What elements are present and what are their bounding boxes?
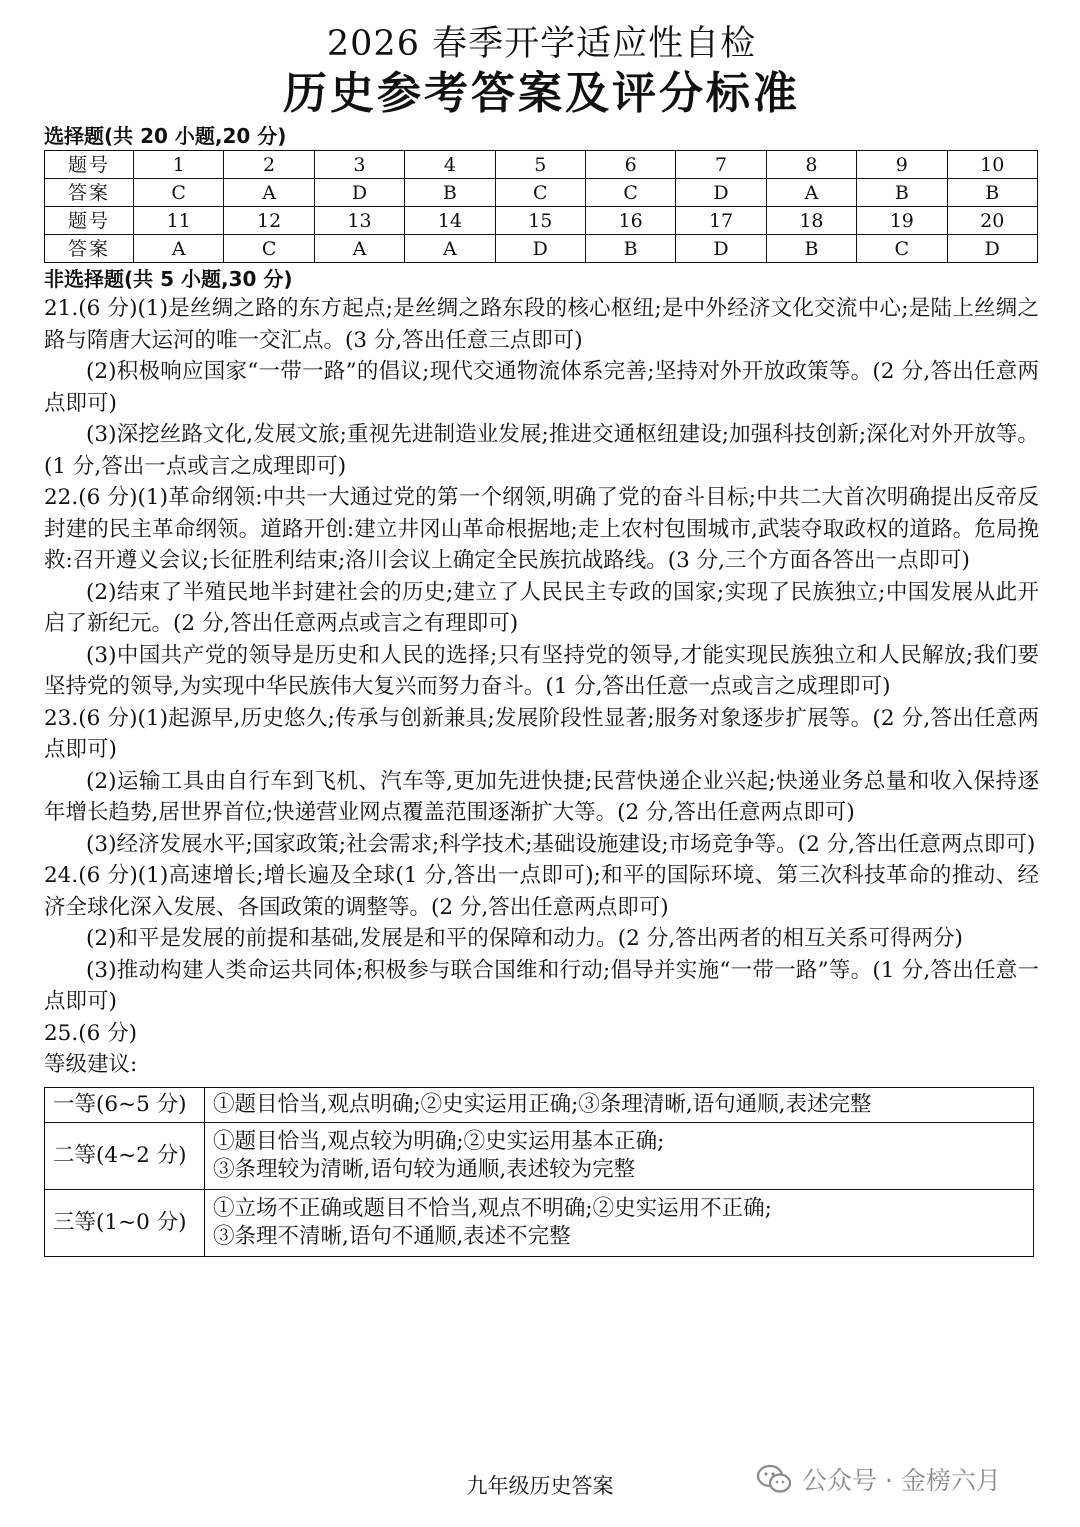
answer-paragraph: 22.(6 分)(1)革命纲领:中共一大通过党的第一个纲领,明确了党的奋斗目标;中共二大首次明确提出反帝反封建的民主革命纲领。道路开创:建立井冈山革命根据地;走上农村包围城市,武装夺取政权的道路。危局挽救:召开遵义会议;长征胜利结束;洛川会议上确定全民族抗战路线。(3 分,三个方面各答出一点即可): [44, 485, 1039, 573]
grade-criteria: [205, 1122, 1034, 1189]
exam-title: 2026 春季开学适应性自检: [326, 24, 757, 64]
table-cell: D: [495, 235, 585, 263]
row-label: 答案: [45, 235, 134, 263]
choice-table-row: [45, 151, 1038, 179]
answer-paragraph: 23.(6 分)(1)起源早,历史悠久;传承与创新兼具;发展阶段性显著;服务对象逐步扩展等。(2 分,答出任意两点即可): [44, 705, 1039, 762]
table-cell: 5: [495, 151, 585, 179]
answer-paragraph: 等级建议:: [44, 1052, 138, 1077]
grade-level: 三等(1~0 分): [45, 1189, 205, 1256]
grade-row: [45, 1189, 1034, 1256]
answer-paragraph: 21.(6 分)(1)是丝绸之路的东方起点;是丝绸之路东段的核心枢纽;是中外经济文化交流中心;是陆上丝绸之路与隋唐大运河的唯一交汇点。(3 分,答出任意三点即可): [44, 296, 1039, 353]
table-cell: 18: [766, 207, 856, 235]
table-cell: 20: [947, 207, 1037, 235]
table-cell: D: [947, 235, 1037, 263]
table-cell: 16: [585, 207, 675, 235]
grade-table: [44, 1087, 1034, 1257]
answer-paragraph: (2)积极响应国家“一带一路”的倡议;现代交通物流体系完善;坚持对外开放政策等。(2 分,答出任意两点即可): [44, 359, 1039, 416]
table-cell: 19: [857, 207, 947, 235]
criteria-line: ①题目恰当,观点明确;②史实运用正确;③条理清晰,语句通顺,表述完整: [213, 1091, 872, 1117]
answer-paragraph: (3)深挖丝路文化,发展文旅;重视先进制造业发展;推进交通枢纽建设;加强科技创新;深化对外开放等。(1 分,答出一点或言之成理即可): [44, 422, 1039, 479]
table-cell: D: [314, 179, 404, 207]
table-cell: B: [766, 235, 856, 263]
criteria-line: ③条理较为清晰,语句较为通顺,表述较为完整: [213, 1156, 636, 1182]
criteria-line: ③条理不清晰,语句不通顺,表述不完整: [213, 1223, 571, 1249]
watermark: [756, 1461, 1001, 1497]
watermark-text: 公众号 · 金榜六月: [802, 1466, 1001, 1495]
table-cell: D: [676, 179, 766, 207]
table-cell: 6: [585, 151, 675, 179]
choice-answer-table: [44, 150, 1038, 263]
choice-table-row: [45, 179, 1038, 207]
grade-level: 一等(6~5 分): [45, 1087, 205, 1122]
table-cell: C: [134, 179, 224, 207]
table-cell: 11: [134, 207, 224, 235]
table-cell: 1: [134, 151, 224, 179]
table-cell: C: [495, 179, 585, 207]
row-label: 题号: [45, 207, 134, 235]
row-label: 题号: [45, 151, 134, 179]
grade-criteria: [205, 1087, 1034, 1122]
table-cell: B: [857, 179, 947, 207]
table-cell: 12: [224, 207, 314, 235]
table-cell: B: [405, 179, 495, 207]
table-cell: 13: [314, 207, 404, 235]
answer-paragraph: (2)运输工具由自行车到飞机、汽车等,更加先进快捷;民营快递企业兴起;快递业务总量和收入保持逐年增长趋势,居世界首位;快递营业网点覆盖范围逐渐扩大等。(2 分,答出任意两点即可): [44, 768, 1039, 825]
table-cell: A: [224, 179, 314, 207]
answer-paragraph: (3)推动构建人类命运共同体;积极参与联合国维和行动;倡导并实施“一带一路”等。(1 分,答出任意一点即可): [44, 957, 1039, 1014]
table-cell: 3: [314, 151, 404, 179]
table-cell: 10: [947, 151, 1037, 179]
answer-paragraph: 25.(6 分): [44, 1020, 137, 1046]
nonchoice-heading: 非选择题(共 5 小题,30 分): [44, 267, 293, 291]
answer-paragraph: (3)中国共产党的领导是历史和人民的选择;只有坚持党的领导,才能实现民族独立和人民解放;我们要坚持党的领导,为实现中华民族伟大复兴而努力奋斗。(1 分,答出任意一点或言之成理即可): [44, 642, 1039, 699]
table-cell: 7: [676, 151, 766, 179]
answer-paragraph: (3)经济发展水平;国家政策;社会需求;科学技术;基础设施建设;市场竞争等。(2 分,答出任意两点即可): [86, 831, 1036, 857]
page-footer: 九年级历史答案: [466, 1474, 614, 1498]
grade-level: 二等(4~2 分): [45, 1122, 205, 1189]
choice-heading: 选择题(共 20 小题,20 分): [44, 124, 287, 148]
table-cell: A: [766, 179, 856, 207]
table-cell: 9: [857, 151, 947, 179]
table-cell: C: [857, 235, 947, 263]
table-cell: 15: [495, 207, 585, 235]
choice-table-row: [45, 235, 1038, 263]
table-cell: C: [585, 179, 675, 207]
table-cell: 4: [405, 151, 495, 179]
answer-sheet: [44, 22, 1039, 1257]
answer-paragraph: (2)和平是发展的前提和基础,发展是和平的保障和动力。(2 分,答出两者的相互关系可得两分): [86, 926, 963, 951]
table-cell: A: [405, 235, 495, 263]
table-cell: 17: [676, 207, 766, 235]
table-cell: 2: [224, 151, 314, 179]
grade-row: [45, 1122, 1034, 1189]
criteria-line: ①立场不正确或题目不恰当,观点不明确;②史实运用不正确;: [213, 1195, 772, 1221]
table-cell: B: [585, 235, 675, 263]
nonchoice-answers: [44, 293, 1039, 1081]
table-cell: D: [676, 235, 766, 263]
wechat-icon: [756, 1464, 792, 1494]
answer-paragraph: 24.(6 分)(1)高速增长;增长遍及全球(1 分,答出一点即可);和平的国际环境、第三次科技革命的推动、经济全球化深入发展、各国政策的调整等。(2 分,答出任意两点即可): [44, 863, 1039, 920]
grade-criteria: [205, 1189, 1034, 1256]
grade-row: [45, 1087, 1034, 1122]
table-cell: B: [947, 179, 1037, 207]
answer-paragraph: (2)结束了半殖民地半封建社会的历史;建立了人民民主专政的国家;实现了民族独立;中国发展从此开启了新纪元。(2 分,答出任意两点或言之有理即可): [44, 579, 1039, 636]
table-cell: A: [314, 235, 404, 263]
table-cell: 8: [766, 151, 856, 179]
table-cell: 14: [405, 207, 495, 235]
criteria-line: ①题目恰当,观点较为明确;②史实运用基本正确;: [213, 1128, 665, 1154]
row-label: 答案: [45, 179, 134, 207]
page-title: 历史参考答案及评分标准: [283, 68, 800, 119]
table-cell: C: [224, 235, 314, 263]
table-cell: A: [134, 235, 224, 263]
choice-table-row: [45, 207, 1038, 235]
